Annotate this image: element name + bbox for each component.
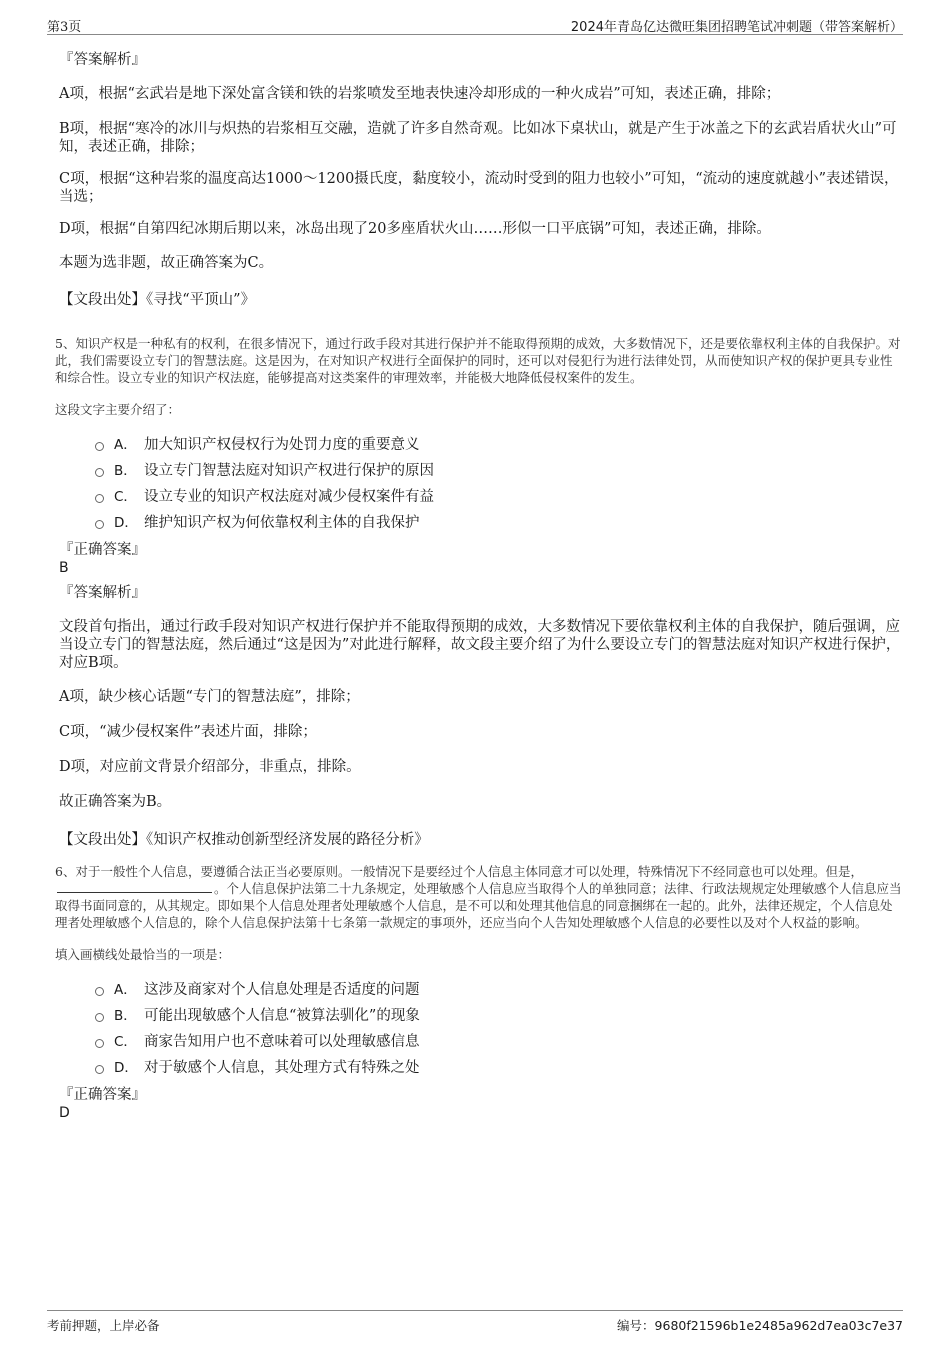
document-title: 2024年青岛亿达微旺集团招聘笔试冲刺题（带答案解析）: [570, 20, 903, 35]
q4-analysis-label: 『答案解析』: [59, 52, 146, 68]
page-footer: [47, 1310, 903, 1335]
q5-option-a[interactable]: A． 加大知识产权侵权行为处罚力度的重要意义: [95, 430, 903, 456]
q5-answer: B: [59, 560, 69, 576]
q5-analysis-c: C项，“减少侵权案件”表述片面，排除；: [59, 724, 317, 740]
q6-option-a[interactable]: A． 这涉及商家对个人信息处理是否适度的问题: [95, 975, 903, 1001]
q5-answer-label: 『正确答案』: [59, 542, 146, 558]
q5-option-b[interactable]: B． 设立专门智慧法庭对知识产权进行保护的原因: [95, 456, 903, 482]
document-code: 编号：9680f21596b1e2485a962d7ea03c7e37: [617, 1318, 903, 1333]
q4-analysis-c: C项，根据“这种岩浆的温度高达1000～1200摄氏度，黏度较小，流动时受到的阻力也较小”可知，“流动的速度就越小”表述错误，当选；: [59, 171, 899, 205]
page-header: [47, 14, 903, 35]
q5-prompt: 这段文字主要介绍了：: [55, 402, 181, 417]
q4-analysis-d: D项，根据“自第四纪冰期后期以来，冰岛出现了20多座盾状火山……形似一口平底锅”可知，表述正确，排除。: [59, 221, 771, 237]
q6-option-c[interactable]: C． 商家告知用户也不意味着可以处理敏感信息: [95, 1027, 903, 1053]
q4-source: 【文段出处】《寻找“平顶山”》: [59, 292, 256, 308]
radio-button[interactable]: [95, 1065, 104, 1074]
q5-stem: 5、知识产权是一种私有的权利，在很多情况下，通过行政手段对其进行保护并不能取得预期的成效，大多数情况下，还是要依靠权利主体的自我保护。对此，我们需要设立专门的智慧法庭。这是因为，在对知识产权进行全面保护的同时，还可以对侵犯行为进行法律处罚，从而使知识产权的保护更具专业性和综合性。设立专业的知识产权法庭，能够提高对这类案件的审理效率，并能极大地降低侵权案件的发生。: [55, 336, 901, 385]
q6-prompt: 填入画横线处最恰当的一项是：: [55, 947, 231, 962]
radio-button[interactable]: [95, 520, 104, 529]
radio-button[interactable]: [95, 494, 104, 503]
page-number: 第3页: [47, 20, 82, 35]
q5-options: [95, 430, 903, 534]
q4-analysis-conclusion: 本题为选非题，故正确答案为C。: [59, 255, 274, 271]
q4-analysis-a: A项，根据“玄武岩是地下深处富含镁和铁的岩浆喷发至地表快速冷却形成的一种火成岩”可知，表述正确，排除；: [59, 86, 781, 102]
radio-button[interactable]: [95, 987, 104, 996]
q6-answer-label: 『正确答案』: [59, 1087, 146, 1103]
q5-analysis-a: A项，缺少核心话题“专门的智慧法庭”，排除；: [59, 689, 360, 705]
q6-answer: D: [59, 1105, 70, 1121]
q6-options: [95, 975, 903, 1079]
q5-option-c[interactable]: C． 设立专业的知识产权法庭对减少侵权案件有益: [95, 482, 903, 508]
q4-analysis-b: B项，根据“寒冷的冰川与炽热的岩浆相互交融，造就了许多自然奇观。比如冰下桌状山，就是产生于冰盖之下的玄武岩盾状火山”可知，表述正确，排除；: [59, 121, 897, 155]
radio-button[interactable]: [95, 442, 104, 451]
q5-source: 【文段出处】《知识产权推动创新型经济发展的路径分析》: [59, 832, 429, 848]
page-content: [47, 36, 903, 1122]
q5-analysis-conclusion: 故正确答案为B。: [59, 794, 172, 810]
fill-blank: [57, 880, 212, 893]
q6-stem: 6、对于一般性个人信息，要遵循合法正当必要原则。一般情况下是要经过个人信息主体同意才可以处理，特殊情况下不经同意也可以处理。但是，。个人信息保护法第二十九条规定，处理敏感个人信息应当取得个人的单独同意；法律、行政法规规定处理敏感个人信息应当取得书面同意的，从其规定。即如果个人信息处理者处理敏感个人信息，是不可以和处理其他信息的同意捆绑在一起的。此外，法律还规定，个人信息处理者处理敏感个人信息的，除个人信息保护法第十七条第一款规定的事项外，还应当向个人告知处理敏感个人信息的必要性以及对个人权益的影响。: [55, 864, 902, 930]
radio-button[interactable]: [95, 1013, 104, 1022]
q5-analysis-d: D项，对应前文背景介绍部分，非重点，排除。: [59, 759, 361, 775]
radio-button[interactable]: [95, 1039, 104, 1048]
q6-option-b[interactable]: B． 可能出现敏感个人信息“被算法驯化”的现象: [95, 1001, 903, 1027]
q5-analysis-main: 文段首句指出，通过行政手段对知识产权进行保护并不能取得预期的成效，大多数情况下要依靠权利主体的自我保护，随后强调，应当设立专门的智慧法庭，然后通过“这是因为”对此进行解释，故文段主要介绍了为什么要设立专门的智慧法庭对知识产权进行保护，对应B项。: [59, 619, 901, 671]
q5-option-d[interactable]: D． 维护知识产权为何依靠权利主体的自我保护: [95, 508, 903, 534]
footer-slogan: 考前押题，上岸必备: [47, 1318, 160, 1333]
radio-button[interactable]: [95, 468, 104, 477]
q5-analysis-label: 『答案解析』: [59, 585, 146, 601]
q6-option-d[interactable]: D． 对于敏感个人信息，其处理方式有特殊之处: [95, 1053, 903, 1079]
